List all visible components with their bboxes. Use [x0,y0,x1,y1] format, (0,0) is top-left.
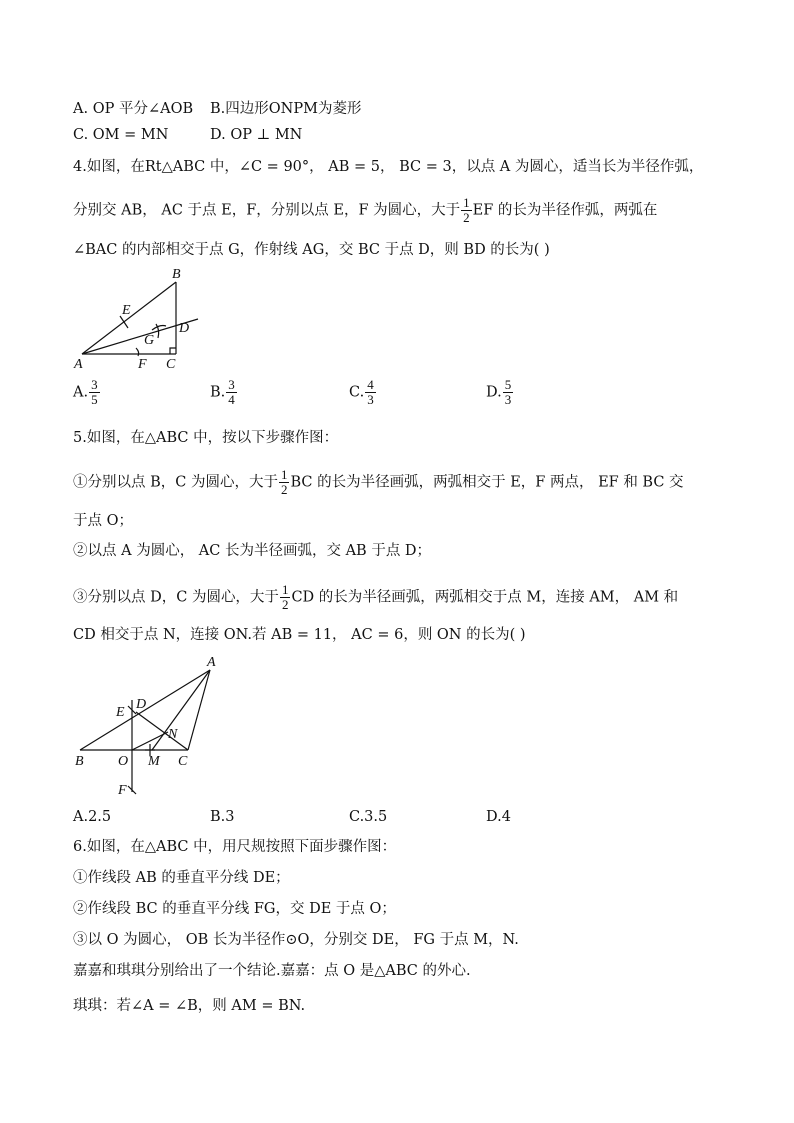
q4-label-c: C [166,357,176,372]
q4-option-c-prefix: C. [349,384,365,401]
q6-step3: ③以 O 为圆心， OB 长为半径作⊙O，分别交 DE， FG 于点 M，N. [73,932,519,948]
q6-step2: ②作线段 BC 的垂直平分线 FG，交 DE 于点 O； [73,901,396,917]
q5-option-d: D.4 [486,809,511,825]
q5-step1-b: BC 的长为半径画弧，两弧相交于 E，F 两点， EF 和 BC 交 [290,474,684,491]
q4-option-b-den: 4 [228,392,235,407]
q4-option-d [486,378,514,407]
q5-label-c: C [178,754,188,769]
q5-option-b: B.3 [210,809,235,825]
q4-option-b-num: 3 [228,377,235,392]
q4-option-c [349,378,377,407]
q6-statement-jiajia: 嘉嘉和琪琪分别给出了一个结论.嘉嘉：点 O 是△ABC 的外心. [73,963,471,979]
q6-stem-line1: 6.如图，在△ABC 中，用尺规按照下面步骤作图： [73,839,397,855]
q4-segment-ab [82,282,176,354]
q5-stem-line1: 5.如图，在△ABC 中，按以下步骤作图： [73,430,339,446]
q5-label-a: A [207,655,216,670]
q5-label-b: B [75,754,84,769]
q3-option-c: C. OM = MN [73,127,169,143]
q4-option-a-den: 5 [91,392,98,407]
q5-step3-b: CD 的长为半径画弧，两弧相交于点 M，连接 AM， AM 和 [291,589,679,606]
q4-option-a-prefix: A. [73,384,89,401]
q5-option-a: A.2.5 [73,809,112,825]
q5-step1 [73,468,684,497]
q3-option-d: D. OP ⊥ MN [210,127,303,143]
q4-option-b [210,378,238,407]
q5-segment-am [152,670,210,750]
q4-half-fraction [461,196,472,225]
q4-stem-line1: 4.如图，在Rt△ABC 中，∠C = 90°， AB = 5， BC = 3，以点 A 为圆心，适当长为半径作弧， [73,159,704,175]
q5-step1-fraction [279,468,290,497]
q5-label-n: N [168,727,178,742]
q5-step3-cont: CD 相交于点 N，连接 ON.若 AB = 11， AC = 6，则 ON 的长为( ) [73,627,526,643]
q5-figure [70,652,230,802]
q4-option-b-prefix: B. [210,384,226,401]
q4-option-a-num: 3 [91,377,98,392]
q5-label-m: M [148,754,160,769]
q4-arc-mark-f [136,348,139,356]
q5-step3-half-num: 1 [281,582,289,597]
q5-label-o: O [118,754,129,769]
q5-step3-fraction [280,583,291,612]
q5-step2: ②以点 A 为圆心， AC 长为半径画弧，交 AB 于点 D； [73,543,432,559]
q4-option-c-den: 3 [367,392,374,407]
q5-step3-a: ③分别以点 D，C 为圆心，大于 [73,589,279,606]
q5-label-e: E [116,705,125,720]
q4-right-angle-mark [170,348,176,354]
q5-option-c: C.3.5 [349,809,388,825]
q4-stem-line2-b: EF 的长为半径作弧，两弧在 [472,202,658,219]
q4-option-c-num: 4 [367,377,374,392]
q4-figure [70,264,210,374]
q6-statement-qiqi: 琪琪：若∠A = ∠B，则 AM = BN. [73,998,306,1014]
q4-label-d: D [179,321,190,336]
q4-option-d-prefix: D. [486,384,502,401]
q3-option-b: B.四边形ONPM为菱形 [210,101,362,117]
q5-step1-half-den: 2 [280,482,288,497]
q4-option-d-num: 5 [504,377,512,392]
q5-label-d: D [136,697,147,712]
q3-option-a: A. OP 平分∠AOB [73,101,194,117]
q4-stem-line2-a: 分别交 AB， AC 于点 E，F，分别以点 E，F 为圆心，大于 [73,202,461,219]
q4-stem-line3: ∠BAC 的内部相交于点 G，作射线 AG，交 BC 于点 D，则 BD 的长为( ) [73,242,550,258]
q4-label-g: G [144,333,155,348]
q5-step1-half-num: 1 [280,467,288,482]
q4-option-a [73,378,101,407]
q4-stem-line2 [73,196,657,225]
q4-half-num: 1 [463,195,470,210]
q6-step1: ①作线段 AB 的垂直平分线 DE； [73,870,290,886]
q5-step3-half-den: 2 [281,597,289,612]
q5-label-f: F [118,783,127,798]
q5-step1-cont: 于点 O； [73,513,133,529]
q4-label-a: A [74,357,83,372]
q5-step1-a: ①分别以点 B，C 为圆心，大于 [73,474,278,491]
q4-label-f: F [138,357,147,372]
q4-label-b: B [172,267,181,282]
q5-step3 [73,583,678,612]
q4-half-den: 2 [463,210,470,225]
q4-option-d-den: 3 [504,392,512,407]
q4-label-e: E [122,303,131,318]
